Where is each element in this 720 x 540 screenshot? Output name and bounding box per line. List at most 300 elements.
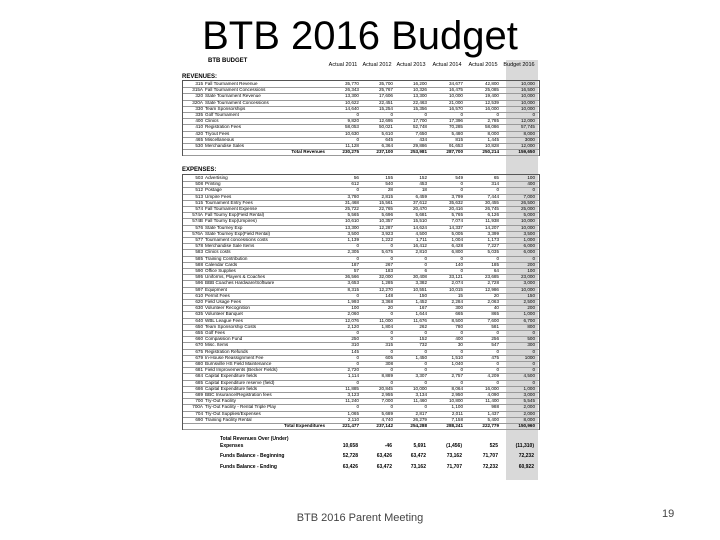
page-number: 19 bbox=[662, 508, 675, 520]
account-code: 640 bbox=[195, 317, 203, 323]
account-name: Fall Tourny Exp(Field Rental) bbox=[205, 212, 265, 218]
cell-value: 15,356 bbox=[412, 105, 427, 111]
cell-value: 4,500 bbox=[523, 373, 535, 379]
cell-value: 732 bbox=[419, 342, 427, 348]
account-code: 315 bbox=[195, 81, 203, 86]
cell-value: 665 bbox=[455, 311, 463, 317]
account-name: Calendar Cards bbox=[205, 261, 238, 267]
cell-value: 0 bbox=[390, 112, 393, 117]
cell-value: 0 bbox=[356, 255, 359, 261]
cell-value: 28 bbox=[387, 187, 393, 193]
summary-value: 63,472 bbox=[410, 453, 426, 459]
account-code: 700A bbox=[192, 404, 203, 410]
cell-value: 0 bbox=[460, 255, 463, 261]
cell-value: 7,444 bbox=[487, 193, 499, 199]
cell-value: 19,400 bbox=[484, 93, 499, 99]
cell-value: 6,000 bbox=[523, 249, 535, 255]
cell-value: 10,000 bbox=[520, 93, 535, 99]
cell-value: 18 bbox=[421, 187, 427, 193]
cell-value: 0 bbox=[356, 379, 359, 385]
cell-value: 0 bbox=[496, 379, 499, 385]
cell-value: 0 bbox=[460, 330, 463, 335]
cell-value: 12,539 bbox=[484, 99, 499, 105]
total-value: 237,142 bbox=[376, 423, 393, 428]
cell-value: 815 bbox=[455, 136, 463, 142]
summary-value: -46 bbox=[384, 443, 392, 449]
account-name: Tournament Entry Fees bbox=[205, 199, 253, 205]
cell-value: 400 bbox=[455, 336, 463, 342]
account-name: Golf Tournament bbox=[205, 112, 239, 117]
total-value: 253,981 bbox=[410, 149, 427, 155]
cell-value: 0 bbox=[496, 330, 499, 335]
cell-value: 0 bbox=[356, 404, 359, 410]
cell-value: 315 bbox=[385, 342, 393, 348]
cell-value: 16,500 bbox=[520, 87, 535, 93]
account-code: 577 bbox=[195, 237, 203, 242]
cell-value: 50,021 bbox=[378, 124, 393, 130]
cell-value: 2,000 bbox=[523, 410, 535, 416]
cell-value: 1,437 bbox=[487, 410, 499, 416]
cell-value: 26,279 bbox=[412, 416, 427, 422]
account-code: 595 bbox=[195, 274, 203, 280]
cell-value: 10,357 bbox=[378, 218, 393, 224]
cell-value: 434 bbox=[419, 136, 427, 142]
slide-title: BTB 2016 Budget bbox=[202, 14, 518, 58]
cell-value: 3000 bbox=[524, 136, 535, 142]
cell-value: 17,606 bbox=[378, 93, 393, 99]
total-row bbox=[183, 423, 539, 430]
cell-value: 2,305 bbox=[347, 249, 359, 255]
cell-value: 7,074 bbox=[451, 218, 463, 224]
cell-value: 3,780 bbox=[347, 193, 359, 199]
expenses-label: EXPENSES: bbox=[182, 167, 217, 173]
account-name: BBC Insurance/Registration fees bbox=[205, 392, 272, 397]
summary-value: 63,426 bbox=[376, 453, 392, 459]
cell-value: 30 bbox=[457, 342, 463, 348]
cell-value: 11,240 bbox=[345, 398, 359, 404]
cell-value: 56 bbox=[353, 175, 359, 180]
account-code: 515 bbox=[195, 199, 203, 205]
cell-value: 1,173 bbox=[487, 237, 499, 242]
cell-value: 581 bbox=[491, 323, 499, 329]
cell-value: 36,566 bbox=[344, 274, 359, 280]
cell-value: 0 bbox=[424, 367, 427, 373]
cell-value: 32,000 bbox=[378, 274, 393, 280]
cell-value: 9,820 bbox=[347, 118, 359, 124]
cell-value: 16,000 bbox=[484, 105, 499, 111]
summary-value: 63,472 bbox=[376, 464, 392, 470]
cell-value: 0 bbox=[356, 243, 359, 249]
cell-value: 1,452 bbox=[415, 299, 427, 304]
cell-value: 167 bbox=[419, 305, 427, 311]
summary-value: 71,707 bbox=[446, 464, 462, 470]
account-code: 689 bbox=[195, 392, 203, 397]
cell-value: 0 bbox=[390, 404, 393, 410]
cell-value: 865 bbox=[491, 311, 499, 317]
cell-value: 150 bbox=[527, 292, 535, 298]
cell-value: 7,650 bbox=[415, 130, 427, 136]
account-code: 330 bbox=[195, 105, 203, 111]
account-name: Permit Fees bbox=[205, 292, 230, 298]
cell-value: 2,720 bbox=[347, 367, 359, 373]
cell-value: 17,700 bbox=[412, 118, 427, 124]
column-header: Actual 2011 bbox=[328, 62, 358, 68]
cell-value: 11,000 bbox=[379, 317, 393, 323]
cell-value: 26,500 bbox=[520, 199, 535, 205]
cell-value: 988 bbox=[491, 404, 499, 410]
cell-value: 30,408 bbox=[412, 274, 427, 280]
total-value: 222,779 bbox=[482, 423, 499, 428]
cell-value: 400 bbox=[527, 181, 535, 187]
cell-value: 0 bbox=[356, 330, 359, 335]
cell-value: 11,885 bbox=[345, 385, 359, 391]
account-name: State Tournament Revenue bbox=[205, 93, 261, 99]
cell-value: 1,711 bbox=[415, 237, 427, 242]
cell-value: 0 bbox=[460, 348, 463, 354]
cell-value: 13,300 bbox=[344, 224, 359, 230]
account-code: 597 bbox=[195, 286, 203, 292]
cell-value: 2,955 bbox=[381, 392, 393, 397]
cell-value: 100 bbox=[527, 268, 535, 273]
cell-value: 0 bbox=[390, 255, 393, 261]
cell-value: 5,005 bbox=[451, 230, 463, 236]
cell-value: 5,400 bbox=[487, 416, 499, 422]
cell-value: 780 bbox=[455, 323, 463, 329]
account-name: Tournament concessions costs bbox=[205, 237, 268, 242]
account-name: Field Improvements (Becker Fields) bbox=[205, 367, 278, 373]
cell-value: 2,074 bbox=[451, 280, 463, 286]
account-code: 630 bbox=[195, 305, 203, 311]
cell-value: 3,368 bbox=[381, 299, 393, 304]
account-code: 574B bbox=[192, 218, 203, 224]
cell-value: 0 bbox=[424, 330, 427, 335]
account-code: 585 bbox=[195, 255, 203, 261]
account-code: 588 bbox=[195, 261, 203, 267]
cell-value: 8,000 bbox=[487, 130, 499, 136]
cell-value: 605 bbox=[385, 354, 393, 360]
cell-value: 4,740 bbox=[381, 416, 393, 422]
cell-value: 42,800 bbox=[484, 81, 499, 86]
cell-value: 1,004 bbox=[451, 237, 463, 242]
account-name: Advertising bbox=[205, 175, 228, 180]
cell-value: 12,695 bbox=[378, 118, 393, 124]
cell-value: 14,207 bbox=[484, 224, 499, 230]
cell-value: 10,800 bbox=[448, 398, 463, 404]
cell-value: 23,685 bbox=[484, 274, 499, 280]
account-code: 635 bbox=[195, 311, 203, 317]
cell-value: 0 bbox=[460, 367, 463, 373]
cell-value: 0 bbox=[356, 361, 359, 366]
account-name: BBB Coaches Hardware/Software bbox=[205, 280, 275, 286]
cell-value: 2,500 bbox=[523, 299, 535, 304]
cell-value: 310 bbox=[351, 342, 359, 348]
cell-value: 8,315 bbox=[347, 286, 359, 292]
cell-value: 11,460 bbox=[413, 398, 427, 404]
account-name: Volunteer Banquet bbox=[205, 311, 243, 317]
cell-value: 183 bbox=[385, 268, 393, 273]
cell-value: 5,675 bbox=[381, 249, 393, 255]
cell-value: 25,722 bbox=[344, 206, 359, 211]
account-name: In-House Reassignment Fee bbox=[205, 354, 264, 360]
account-name: Try-Out Facility bbox=[205, 398, 236, 404]
cell-value: 10,000 bbox=[520, 81, 535, 86]
account-code: 655 bbox=[195, 330, 203, 335]
account-name: Merchandise Sales bbox=[205, 143, 245, 148]
cell-value: 35,632 bbox=[448, 199, 463, 205]
cell-value: 20,845 bbox=[378, 385, 393, 391]
cell-value: 0 bbox=[532, 379, 535, 385]
account-name: Training Facility Rental bbox=[205, 416, 252, 422]
cell-value: 0 bbox=[390, 379, 393, 385]
cell-value: 3,000 bbox=[523, 280, 535, 286]
cell-value: 612 bbox=[351, 181, 359, 187]
cell-value: 5,000 bbox=[523, 212, 535, 218]
cell-value: 2,060 bbox=[347, 311, 359, 317]
total-value: 254,288 bbox=[410, 423, 427, 428]
cell-value: 0 bbox=[356, 292, 359, 298]
cell-value: 7,227 bbox=[487, 243, 499, 249]
cell-value: 0 bbox=[390, 330, 393, 335]
account-name: Clinics bbox=[205, 118, 219, 124]
cell-value: 21,000 bbox=[448, 99, 463, 105]
cell-value: 0 bbox=[496, 255, 499, 261]
cell-value: 31,468 bbox=[344, 199, 359, 205]
summary-value: 72,232 bbox=[482, 464, 498, 470]
account-code: 650 bbox=[195, 323, 203, 329]
summary-label: Total Revenues Over (Under) bbox=[220, 436, 289, 442]
cell-value: 1,222 bbox=[381, 237, 393, 242]
cell-value: 34,677 bbox=[448, 81, 463, 86]
account-code: 596 bbox=[195, 280, 203, 286]
summary-label: Funds Balance - Beginning bbox=[220, 453, 285, 459]
cell-value: 0 bbox=[532, 255, 535, 261]
total-value: 150,960 bbox=[518, 423, 535, 428]
total-value: 237,100 bbox=[376, 149, 393, 155]
account-code: 420 bbox=[195, 130, 203, 136]
account-name: Compassion Fund bbox=[205, 336, 243, 342]
cell-value: 0 bbox=[496, 367, 499, 373]
cell-value: 3,500 bbox=[523, 230, 535, 236]
cell-value: 22,463 bbox=[412, 99, 427, 105]
total-label: Total Revenues bbox=[291, 149, 325, 155]
column-header: Actual 2014 bbox=[432, 62, 462, 68]
cell-value: 13,300 bbox=[412, 93, 427, 99]
account-code: 684 bbox=[195, 373, 203, 379]
account-code: 400 bbox=[195, 118, 203, 124]
account-code: 686 bbox=[195, 385, 203, 391]
account-name: Merchandise Sale Items bbox=[205, 243, 255, 249]
cell-value: 140 bbox=[455, 261, 463, 267]
cell-value: 0 bbox=[532, 367, 535, 373]
account-code: 610 bbox=[195, 292, 203, 298]
account-code: 675 bbox=[195, 348, 203, 354]
account-code: 513 bbox=[195, 193, 203, 199]
cell-value: 1,065 bbox=[347, 410, 359, 416]
account-code: 681 bbox=[195, 367, 203, 373]
cell-value: 6,000 bbox=[523, 243, 535, 249]
account-name: Miscellaneous bbox=[205, 136, 235, 142]
summary-value: (11,310) bbox=[515, 443, 534, 449]
account-name: Training Contribution bbox=[205, 255, 248, 261]
cell-value: 12,000 bbox=[520, 118, 535, 124]
cell-value: 11,676 bbox=[413, 317, 427, 323]
account-name: Equipment bbox=[205, 286, 227, 292]
cell-value: 35,770 bbox=[344, 81, 359, 86]
sheet-title: BTB BUDGET bbox=[208, 58, 248, 64]
account-name: Clinics costs bbox=[205, 249, 231, 255]
account-name: Printing bbox=[205, 181, 221, 187]
column-header: Actual 2013 bbox=[396, 62, 426, 68]
cell-value: 1,139 bbox=[347, 237, 359, 242]
cell-value: 3,399 bbox=[487, 230, 499, 236]
cell-value: 26,343 bbox=[344, 87, 359, 93]
cell-value: 10,000 bbox=[412, 385, 427, 391]
cell-value: 65 bbox=[493, 175, 499, 180]
cell-value: 10,828 bbox=[484, 143, 499, 148]
cell-value: 3,123 bbox=[347, 392, 359, 397]
account-name: Registration Fees bbox=[205, 124, 242, 130]
cell-value: 10,000 bbox=[520, 99, 535, 105]
account-name: Team Sponsorship Costs bbox=[205, 323, 257, 329]
cell-value: 14,624 bbox=[412, 224, 427, 230]
cell-value: 12,287 bbox=[378, 224, 393, 230]
total-value: 230,275 bbox=[342, 149, 359, 155]
account-code: 704 bbox=[195, 410, 203, 416]
cell-value: 10,326 bbox=[412, 87, 427, 93]
cell-value: 0 bbox=[460, 379, 463, 385]
account-code: 503 bbox=[195, 175, 203, 180]
cell-value: 547 bbox=[491, 342, 499, 348]
cell-value: 1,000 bbox=[523, 385, 535, 391]
cell-value: 5,696 bbox=[381, 212, 393, 218]
cell-value: 3,500 bbox=[347, 230, 359, 236]
total-value: 221,477 bbox=[342, 423, 359, 428]
cell-value: 25,767 bbox=[378, 87, 393, 93]
cell-value: 256 bbox=[491, 336, 499, 342]
cell-value: 0 bbox=[356, 354, 359, 360]
cell-value: 0 bbox=[390, 336, 393, 342]
account-code: 690 bbox=[195, 416, 203, 422]
cell-value: 0 bbox=[460, 112, 463, 117]
account-code: 410 bbox=[195, 124, 203, 130]
cell-value: 6 bbox=[424, 268, 427, 273]
cell-value: 11,938 bbox=[485, 218, 499, 224]
cell-value: 15,561 bbox=[378, 199, 393, 205]
cell-value: 10,000 bbox=[520, 218, 535, 224]
footer-text: BTB 2016 Parent Meeting bbox=[296, 512, 424, 524]
cell-value: 200 bbox=[527, 261, 535, 267]
column-header: Actual 2015 bbox=[468, 62, 498, 68]
cell-value: 1000 bbox=[524, 354, 535, 360]
cell-value: 800 bbox=[527, 323, 535, 329]
account-name: Capital Expenditure reserve (field) bbox=[205, 379, 275, 385]
cell-value: 1,445 bbox=[487, 136, 499, 142]
cell-value: 20,416 bbox=[448, 206, 463, 211]
cell-value: 645 bbox=[385, 136, 393, 142]
cell-value: 14,640 bbox=[344, 105, 359, 111]
cell-value: 0 bbox=[424, 261, 427, 267]
cell-value: 1,804 bbox=[381, 323, 393, 329]
cell-value: 2,785 bbox=[487, 118, 499, 124]
cell-value: 10,015 bbox=[448, 286, 463, 292]
cell-value: 7,158 bbox=[451, 416, 463, 422]
cell-value: 10,622 bbox=[344, 99, 359, 105]
total-value: 288,241 bbox=[446, 423, 463, 428]
account-name: State Tourney Exp bbox=[205, 224, 243, 230]
cell-value: 13,300 bbox=[344, 93, 359, 99]
cell-value: 0 bbox=[496, 361, 499, 366]
cell-value: 314 bbox=[491, 181, 499, 187]
cell-value: 3,923 bbox=[381, 230, 393, 236]
account-code: 508 bbox=[195, 181, 203, 187]
cell-value: 0 bbox=[460, 268, 463, 273]
cell-value: 1,000 bbox=[523, 311, 535, 317]
cell-value: 148 bbox=[385, 292, 393, 298]
account-name: Tryout Fees bbox=[205, 130, 230, 136]
cell-value: 5,480 bbox=[451, 130, 463, 136]
cell-value: 0 bbox=[460, 187, 463, 193]
cell-value: 145 bbox=[351, 348, 359, 354]
account-code: 320 bbox=[195, 93, 203, 99]
cell-value: 1,285 bbox=[381, 280, 393, 286]
cell-value: 0 bbox=[390, 311, 393, 317]
cell-value: 4,209 bbox=[487, 373, 499, 379]
cell-value: 3,799 bbox=[451, 193, 463, 199]
cell-value: 300 bbox=[527, 342, 535, 348]
account-code: 320A bbox=[192, 99, 203, 105]
account-name: State Tournament Concessions bbox=[205, 99, 269, 105]
cell-value: 0 bbox=[532, 112, 535, 117]
cell-value: 2,810 bbox=[415, 249, 427, 255]
summary-value: 525 bbox=[489, 443, 498, 449]
revenues-table bbox=[182, 80, 540, 156]
account-name: Capital Expenditure fields bbox=[205, 373, 258, 379]
cell-value: 0 bbox=[532, 187, 535, 193]
cell-value: 58,053 bbox=[344, 124, 359, 130]
cell-value: 1,993 bbox=[347, 299, 359, 304]
cell-value: 0 bbox=[460, 181, 463, 187]
cell-value: 25,085 bbox=[484, 87, 499, 93]
column-headers bbox=[176, 58, 542, 78]
cell-value: 10,000 bbox=[520, 286, 535, 292]
cell-value: 40 bbox=[493, 305, 499, 311]
cell-value: 0 bbox=[496, 187, 499, 193]
revenues-label: REVENUES: bbox=[182, 74, 218, 80]
cell-value: 12,000 bbox=[520, 143, 535, 148]
cell-value: 58,086 bbox=[484, 124, 499, 130]
cell-value: 250 bbox=[351, 336, 359, 342]
account-name: Try-Out Supplies/Expenses bbox=[205, 410, 261, 416]
cell-value: 0 bbox=[424, 255, 427, 261]
cell-value: 0 bbox=[390, 243, 393, 249]
account-code: 685 bbox=[195, 379, 203, 385]
total-value: 159,650 bbox=[518, 149, 535, 155]
cell-value: 0 bbox=[532, 330, 535, 335]
cell-value: 152 bbox=[419, 175, 427, 180]
cell-value: 2,817 bbox=[415, 410, 427, 416]
account-code: 700 bbox=[195, 398, 203, 404]
account-name: Volunteer Recognition bbox=[205, 305, 250, 311]
account-name: Uniforms, Players & Coaches bbox=[205, 274, 265, 280]
cell-value: 12,076 bbox=[344, 317, 359, 323]
cell-value: 3,382 bbox=[415, 280, 427, 286]
cell-value: 10,000 bbox=[448, 93, 463, 99]
cell-value: 1,114 bbox=[347, 373, 359, 379]
cell-value: 1,644 bbox=[415, 311, 427, 317]
column-header: Actual 2012 bbox=[362, 62, 392, 68]
cell-value: 16,200 bbox=[412, 81, 427, 86]
account-code: 574A bbox=[192, 212, 203, 218]
